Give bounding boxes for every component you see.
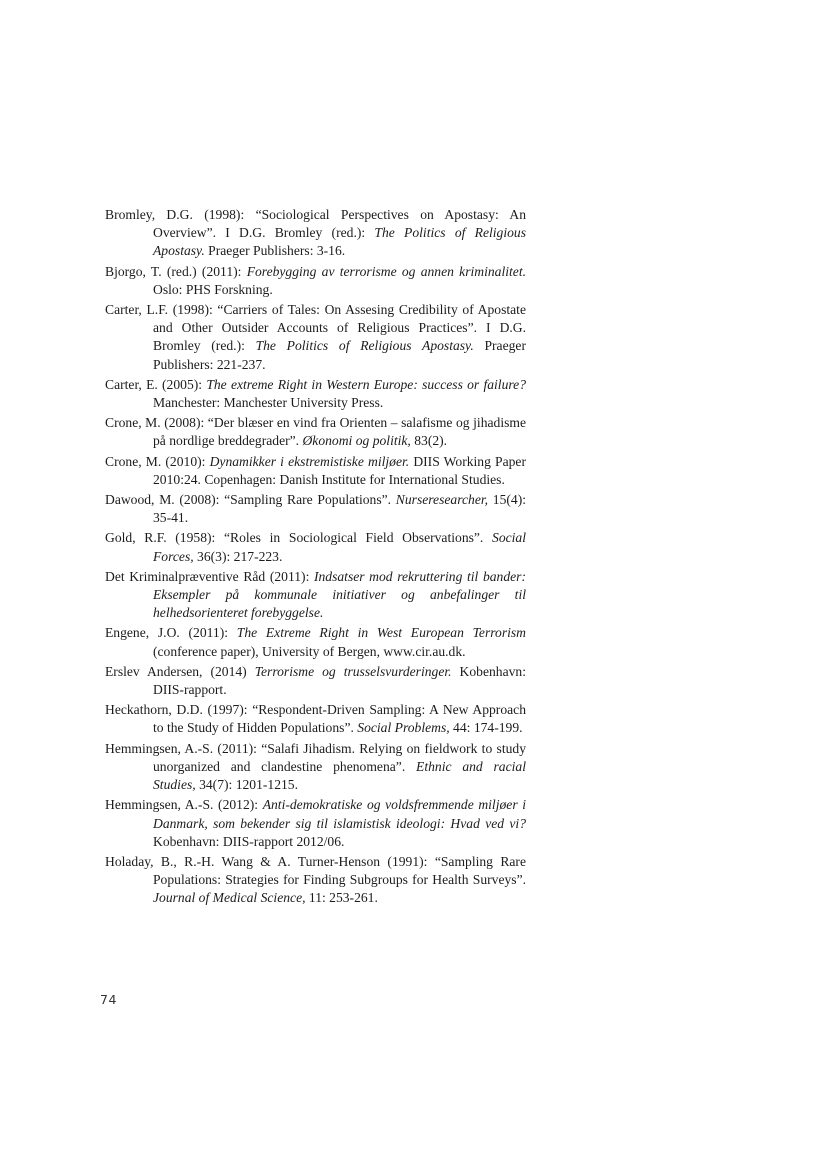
- reference-entry: Crone, M. (2008): “Der blæser en vind fra Orienten – salafisme og jihadisme på nordlige breddegrader”. Økonomi og politik, 83(2).: [105, 415, 526, 449]
- reference-entry: Holaday, B., R.-H. Wang & A. Turner-Henson (1991): “Sampling Rare Populations: Strategies for Finding Subgroups for Health Surveys”. Journal of Medical Science, 11: 253-261.: [105, 853, 526, 906]
- page-number: 74: [100, 992, 117, 1007]
- reference-entry: Dawood, M. (2008): “Sampling Rare Populations”. Nurseresearcher, 15(4): 35-41.: [105, 492, 526, 526]
- reference-entry: Engene, J.O. (2011): The Extreme Right in West European Terrorism (conference paper), University of Bergen, www.cir.au.dk.: [105, 625, 526, 659]
- reference-entry: Carter, E. (2005): The extreme Right in Western Europe: success or failure? Manchester: Manchester University Press.: [105, 376, 527, 411]
- reference-entry: Gold, R.F. (1958): “Roles in Sociological Field Observations”. Social Forces, 36(3): 217-223.: [105, 530, 526, 564]
- reference-list: [105, 206, 526, 910]
- reference-entry: Bromley, D.G. (1998): “Sociological Perspectives on Apostasy: An Overview”. I D.G. Bromley (red.): The Politics of Religious Apostasy. Praeger Publishers: 3-16.: [105, 207, 527, 259]
- reference-entry: Carter, L.F. (1998): “Carriers of Tales: On Assesing Credibility of Apostate and Other Outsider Accounts of Religious Practices”. I D.G. Bromley (red.): The Politics of Religious Apostasy. Praeger Publishers: 221-237.: [105, 302, 526, 372]
- reference-entry: Heckathorn, D.D. (1997): “Respondent-Driven Sampling: A New Approach to the Study of Hidden Populations”. Social Problems, 44: 174-199.: [105, 702, 526, 736]
- reference-entry: Crone, M. (2010): Dynamikker i ekstremistiske miljøer. DIIS Working Paper 2010:24. Copenhagen: Danish Institute for International Studies.: [105, 453, 526, 487]
- reference-entry: Det Kriminalpræventive Råd (2011): Indsatser mod rekruttering til bander: Eksempler på kommunale initiativer og anbefalinger til helhedsorienteret forebyggelse.: [105, 568, 526, 621]
- reference-entry: Bjorgo, T. (red.) (2011): Forebygging av terrorisme og annen kriminalitet. Oslo: PHS Forskning.: [105, 263, 527, 297]
- reference-entry: Hemmingsen, A.-S. (2011): “Salafi Jihadism. Relying on fieldwork to study unorganized and clandestine phenomena”. Ethnic and racial Studies, 34(7): 1201-1215.: [105, 740, 526, 793]
- reference-entry: Hemmingsen, A.-S. (2012): Anti-demokratiske og voldsfremmende miljøer i Danmark, som bekender sig til islamistisk ideologi: Hvad ved vi? Kobenhavn: DIIS-rapport 2012/06.: [105, 797, 526, 849]
- reference-entry: Erslev Andersen, (2014) Terrorisme og trusselsvurderinger. Kobenhavn: DIIS-rapport.: [105, 663, 526, 698]
